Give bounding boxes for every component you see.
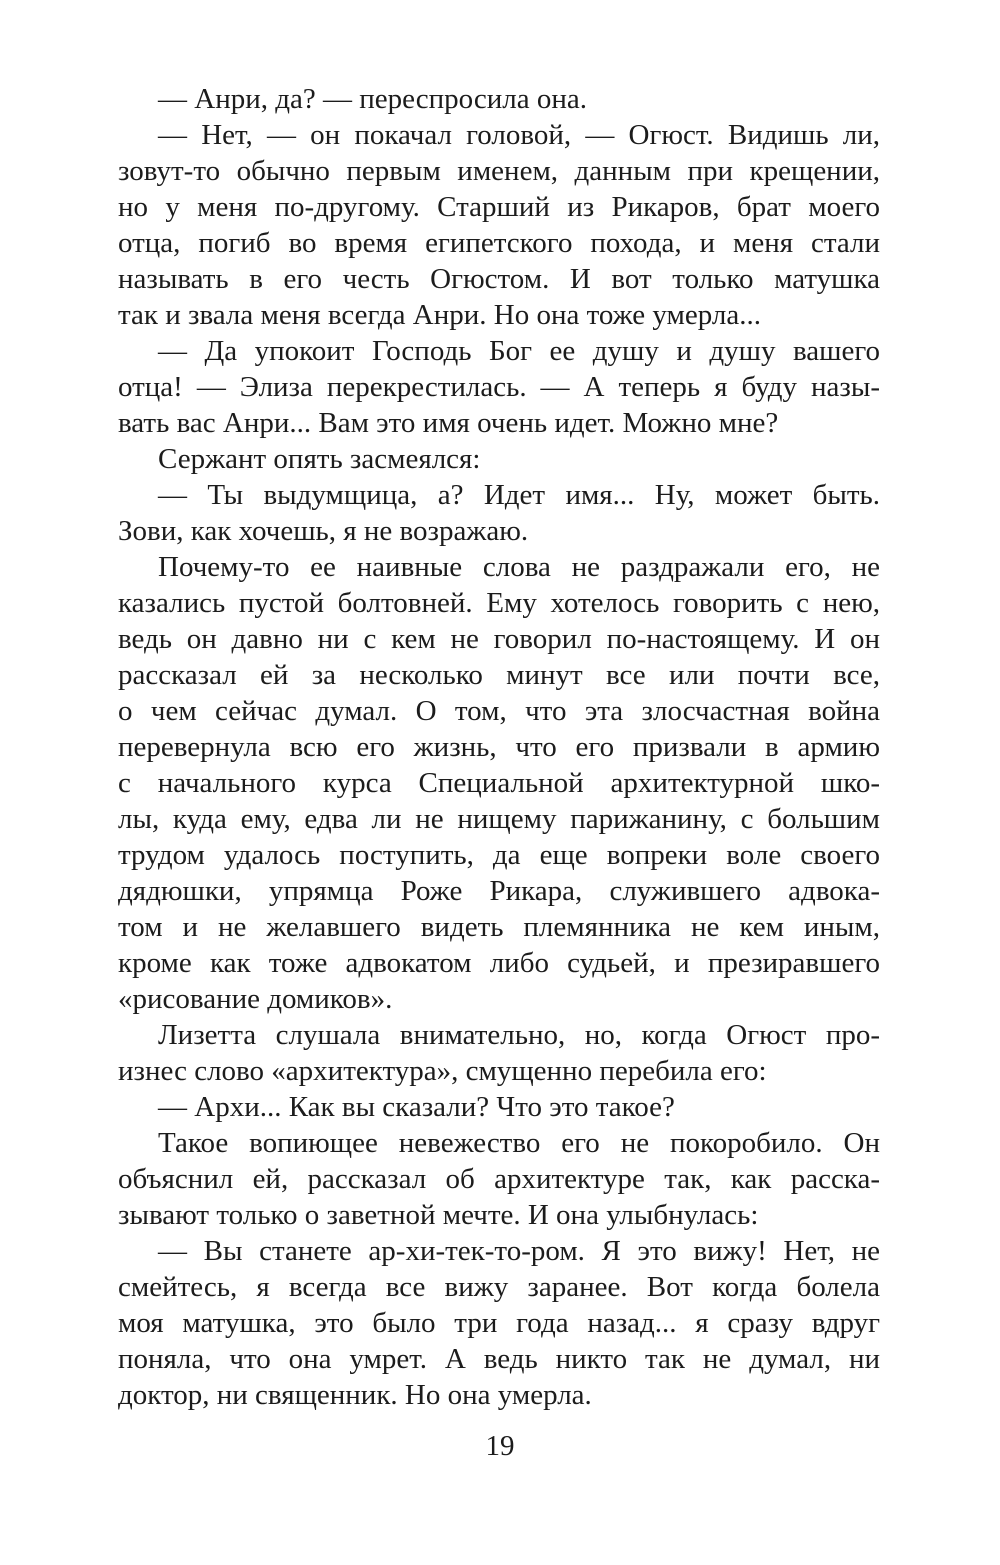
text-line: так и звала меня всегда Анри. Но она тоже умерла... xyxy=(118,299,761,331)
text-line: называть в его честь Огюстом. И вот только матушка xyxy=(118,263,880,295)
text-line: — Анри, да? — переспросила она. xyxy=(158,83,587,115)
text-line: но у меня по-другому. Старший из Рикаров, брат моего xyxy=(118,191,880,223)
text-line: зывают только о заветной мечте. И она улыбнулась: xyxy=(118,1199,759,1231)
text-line: Сержант опять засмеялся: xyxy=(158,443,481,475)
text-line: смейтесь, я всегда все вижу заранее. Вот когда болела xyxy=(118,1271,880,1303)
text-line: Зови, как хочешь, я не возражаю. xyxy=(118,515,529,547)
text-line: лы, куда ему, едва ли не нищему парижанину, с большим xyxy=(118,803,880,835)
text-line: моя матушка, это было три года назад... я сразу вдруг xyxy=(118,1307,880,1339)
text-line: — Вы станете ар-хи-тек-то-ром. Я это вижу! Нет, не xyxy=(158,1235,880,1267)
text-line: Лизетта слушала внимательно, но, когда Огюст про- xyxy=(158,1019,880,1051)
text-line: перевернула всю его жизнь, что его призвали в армию xyxy=(118,731,880,763)
text-line: Почему-то ее наивные слова не раздражали его, не xyxy=(158,551,880,583)
text-line: дядюшки, упрямца Роже Рикара, служившего адвока- xyxy=(118,875,880,907)
text-line: — Да упокоит Господь Бог ее душу и душу вашего xyxy=(158,335,880,367)
text-line: — Ты выдумщица, а? Идет имя... Ну, может быть. xyxy=(158,479,880,511)
text-line: том и не желавшего видеть племянника не кем иным, xyxy=(118,911,880,943)
text-line: отца, погиб во время египетского похода, и меня стали xyxy=(118,227,880,259)
text-line: доктор, ни священник. Но она умерла. xyxy=(118,1379,592,1411)
text-line: — Нет, — он покачал головой, — Огюст. Видишь ли, xyxy=(158,119,880,151)
text-line: объяснил ей, рассказал об архитектуре так, как расска- xyxy=(118,1163,880,1195)
page-number: 19 xyxy=(485,1430,515,1462)
text-line: о чем сейчас думал. О том, что эта злосчастная война xyxy=(118,695,880,727)
text-line: поняла, что она умрет. А ведь никто так не думал, ни xyxy=(118,1343,880,1375)
text-line: зовут-то обычно первым именем, данным при крещении, xyxy=(118,155,880,187)
text-line: Такое вопиющее невежество его не покоробило. Он xyxy=(158,1127,880,1159)
text-line: ведь он давно ни с кем не говорил по-настоящему. И он xyxy=(118,623,880,655)
text-line: с начального курса Специальной архитектурной шко- xyxy=(118,767,880,799)
text-line: вать вас Анри... Вам это имя очень идет. Можно мне? xyxy=(118,407,779,439)
text-line: рассказал ей за несколько минут все или почти все, xyxy=(118,659,880,691)
text-line: кроме как тоже адвокатом либо судьей, и презиравшего xyxy=(118,947,880,979)
text-line: — Архи... Как вы сказали? Что это такое? xyxy=(158,1091,675,1123)
text-line: трудом удалось поступить, да еще вопреки воле своего xyxy=(118,839,880,871)
text-line: отца! — Элиза перекрестилась. — А теперь я буду назы- xyxy=(118,371,880,403)
text-line: изнес слово «архитектура», смущенно перебила его: xyxy=(118,1055,767,1087)
text-line: «рисование домиков». xyxy=(118,983,393,1015)
text-column xyxy=(118,81,880,1413)
text-line: казались пустой болтовней. Ему хотелось говорить с нею, xyxy=(118,587,880,619)
